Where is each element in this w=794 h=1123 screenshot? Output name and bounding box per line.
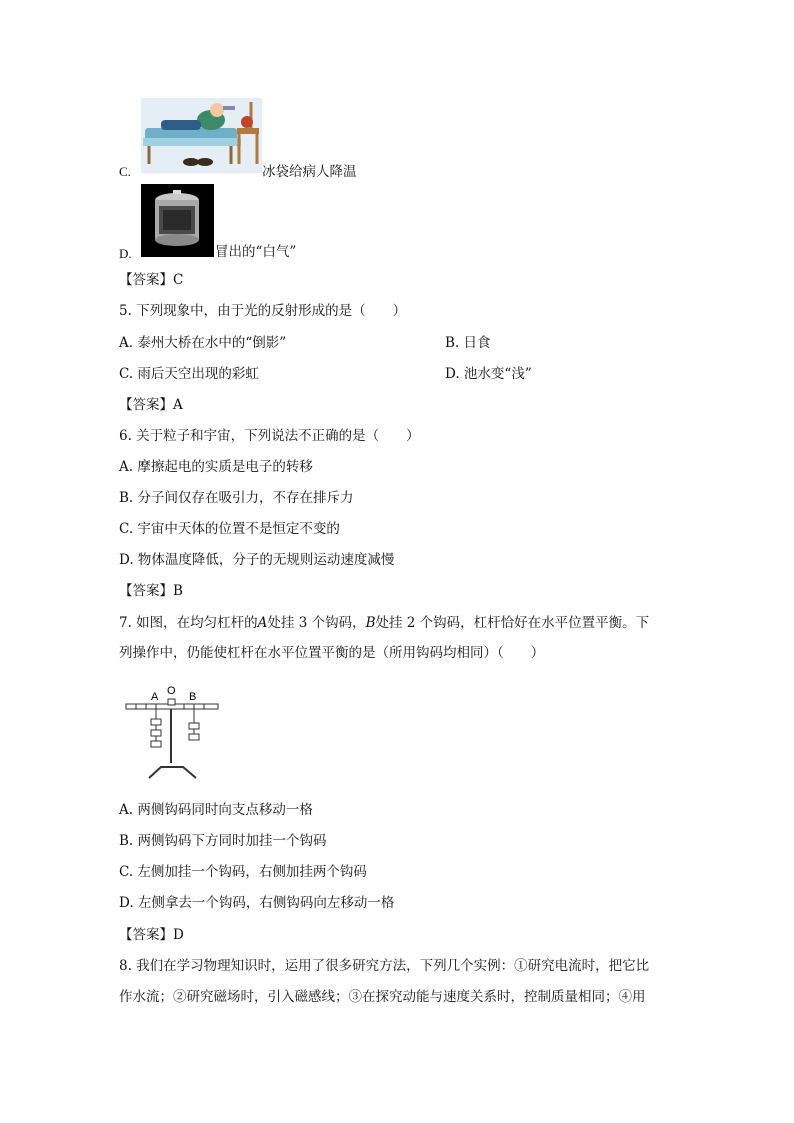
- q5-stem: 5. 下列现象中，由于光的反射形成的是（ ）: [119, 303, 407, 319]
- q4-option-d-letter: D.: [119, 246, 132, 261]
- q4-option-c-text: 冰袋给病人降温: [262, 164, 357, 180]
- patient-ice-bag-image: [141, 98, 262, 173]
- q5-option-d: D. 池水变“浅”: [445, 366, 532, 382]
- lever-label-b: B: [189, 691, 197, 703]
- q4-answer: 【答案】C: [119, 272, 184, 288]
- q6-option-c: C. 宇宙中天体的位置不是恒定不变的: [119, 521, 340, 537]
- q7-answer: 【答案】D: [119, 927, 184, 943]
- q6-answer: 【答案】B: [119, 583, 183, 599]
- q4-option-c-letter: C.: [119, 164, 131, 179]
- q4-option-d-text: 冒出的“白气”: [215, 244, 297, 260]
- q5-option-c: C. 雨后天空出现的彩虹: [119, 366, 259, 382]
- lever-figure: [124, 683, 224, 783]
- rice-cooker-image: [141, 184, 214, 257]
- q8-stem-line2: 作水流；②研究磁场时，引入磁感线；③在探究动能与速度关系时，控制质量相同；④用: [119, 989, 646, 1005]
- q6-option-a: A. 摩擦起电的实质是电子的转移: [119, 459, 313, 475]
- q6-option-d: D. 物体温度降低，分子的无规则运动速度减慢: [119, 552, 395, 568]
- q8-stem-line1: 8. 我们在学习物理知识时，运用了很多研究方法，下列几个实例：①研究电流时，把它比: [119, 958, 650, 974]
- q5-answer: 【答案】A: [119, 397, 183, 413]
- q5-option-a: A. 泰州大桥在水中的“倒影”: [119, 335, 287, 351]
- q6-stem: 6. 关于粒子和宇宙，下列说法不正确的是（ ）: [119, 428, 420, 444]
- q7-option-b: B. 两侧钩码下方同时加挂一个钩码: [119, 833, 327, 849]
- q7-stem-line1: 7. 如图，在均匀杠杆的A处挂 3 个钩码，B处挂 2 个钩码，杠杆恰好在水平位置平衡。下: [119, 615, 650, 631]
- q7-option-d: D. 左侧拿去一个钩码，右侧钩码向左移动一格: [119, 895, 395, 911]
- q6-option-b: B. 分子间仅存在吸引力，不存在排斥力: [119, 490, 354, 506]
- lever-label-o: O: [167, 685, 176, 697]
- q7-option-a: A. 两侧钩码同时向支点移动一格: [119, 802, 313, 818]
- q7-stem-line2: 列操作中，仍能使杠杆在水平位置平衡的是（所用钩码均相同）（ ）: [119, 645, 545, 661]
- q5-option-b: B. 日食: [445, 335, 491, 351]
- q7-option-c: C. 左侧加挂一个钩码，右侧加挂两个钩码: [119, 864, 367, 880]
- lever-label-a: A: [151, 691, 159, 703]
